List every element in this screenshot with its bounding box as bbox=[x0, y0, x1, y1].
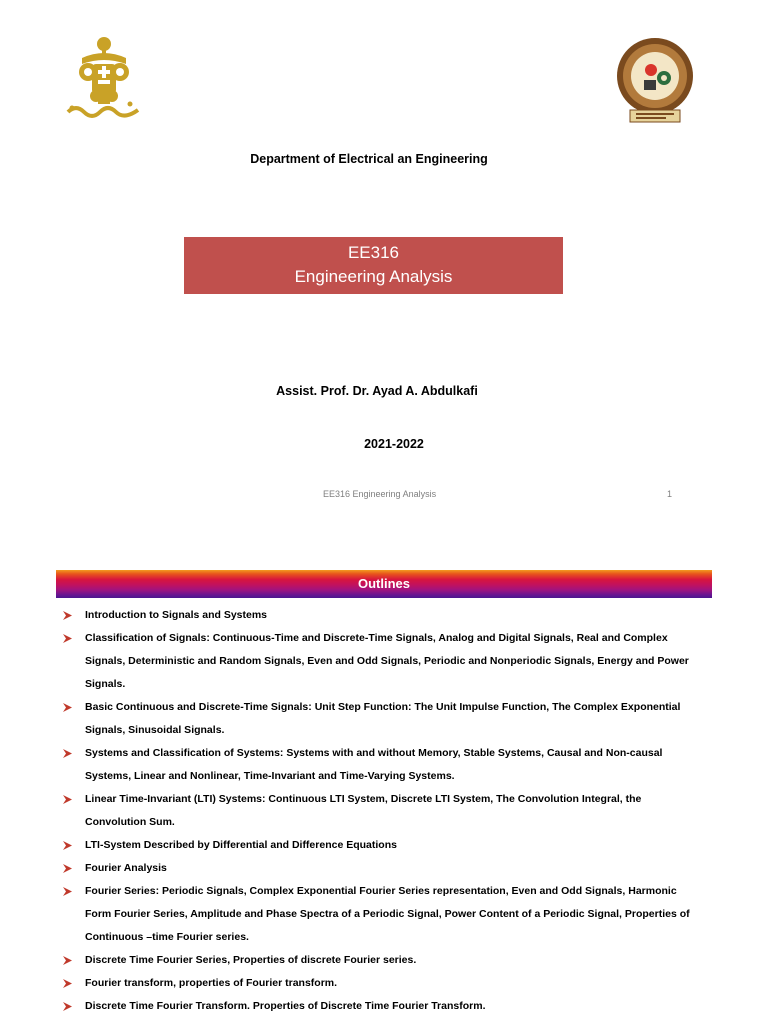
list-item bbox=[63, 788, 703, 834]
arrowhead-bullet-icon bbox=[63, 880, 77, 896]
arrowhead-bullet-icon bbox=[63, 742, 77, 758]
course-title: Engineering Analysis bbox=[294, 267, 453, 286]
arrowhead-bullet-icon bbox=[63, 834, 77, 850]
list-item bbox=[63, 949, 703, 972]
list-item bbox=[63, 880, 703, 949]
arrowhead-bullet-icon bbox=[63, 857, 77, 873]
academic-year: 2021-2022 bbox=[364, 437, 424, 451]
list-item-text: Basic Continuous and Discrete-Time Signals: Unit Step Function: The Unit Impulse Function, The Complex Exponential Signals, Sinusoidal Signals. bbox=[85, 701, 681, 736]
slide-footer: EE316 Engineering Analysis bbox=[323, 489, 437, 499]
course-code: EE316 bbox=[347, 243, 400, 262]
page-number: 1 bbox=[667, 489, 673, 499]
list-item-text: Classification of Signals: Continuous-Time and Discrete-Time Signals, Analog and Digital Signals, Real and Complex Signals, Deterministic and Random Signals, Even and Odd Signals, Periodic and Nonperiodic Signals, Energy and Power Signals. bbox=[85, 632, 689, 690]
university-seal-icon bbox=[62, 34, 144, 122]
list-item-text: Linear Time-Invariant (LTI) Systems: Continuous LTI System, Discrete LTI System, The Convolution Integral, the Convolution Sum. bbox=[85, 793, 642, 828]
list-item-text: Fourier transform, properties of Fourier transform. bbox=[85, 977, 338, 989]
list-item-text: Discrete Time Fourier Transform. Properties of Discrete Time Fourier Transform. bbox=[85, 1000, 486, 1012]
author-name: Assist. Prof. Dr. Ayad A. Abdulkafi bbox=[276, 384, 478, 398]
outline-heading: Outlines bbox=[56, 570, 712, 598]
list-item bbox=[63, 972, 703, 995]
list-item bbox=[63, 696, 703, 742]
arrowhead-bullet-icon bbox=[63, 604, 77, 620]
list-item bbox=[63, 995, 703, 1018]
outline-slide bbox=[0, 560, 768, 1024]
arrowhead-bullet-icon bbox=[63, 788, 77, 804]
department-name: Department of Electrical an Engineering bbox=[250, 152, 488, 166]
list-item-text: Discrete Time Fourier Series, Properties of discrete Fourier series. bbox=[85, 954, 417, 966]
list-item-text: Fourier Analysis bbox=[85, 862, 167, 874]
list-item bbox=[63, 627, 703, 696]
arrowhead-bullet-icon bbox=[63, 995, 77, 1011]
list-item bbox=[63, 834, 703, 857]
list-item bbox=[63, 742, 703, 788]
course-title-box bbox=[184, 237, 563, 294]
arrowhead-bullet-icon bbox=[63, 972, 77, 988]
list-item bbox=[63, 604, 703, 627]
list-item-text: Fourier Series: Periodic Signals, Complex Exponential Fourier Series representation, Even and Odd Signals, Harmonic Form Fourier Series, Amplitude and Phase Spectra of a Periodic Signal, Power Content of a Periodic Signal, Properties of Continuous –time Fourier series. bbox=[85, 885, 690, 943]
list-item-text: Introduction to Signals and Systems bbox=[85, 609, 268, 621]
outline-list bbox=[63, 604, 703, 1018]
arrowhead-bullet-icon bbox=[63, 696, 77, 712]
list-item bbox=[63, 857, 703, 880]
arrowhead-bullet-icon bbox=[63, 949, 77, 965]
list-item-text: Systems and Classification of Systems: Systems with and without Memory, Stable Systems, Causal and Non-causal Systems, Linear and Nonlinear, Time-Invariant and Time-Varying Systems. bbox=[85, 747, 663, 782]
list-item-text: LTI-System Described by Differential and Difference Equations bbox=[85, 839, 397, 851]
college-emblem-icon bbox=[612, 36, 698, 124]
arrowhead-bullet-icon bbox=[63, 627, 77, 643]
